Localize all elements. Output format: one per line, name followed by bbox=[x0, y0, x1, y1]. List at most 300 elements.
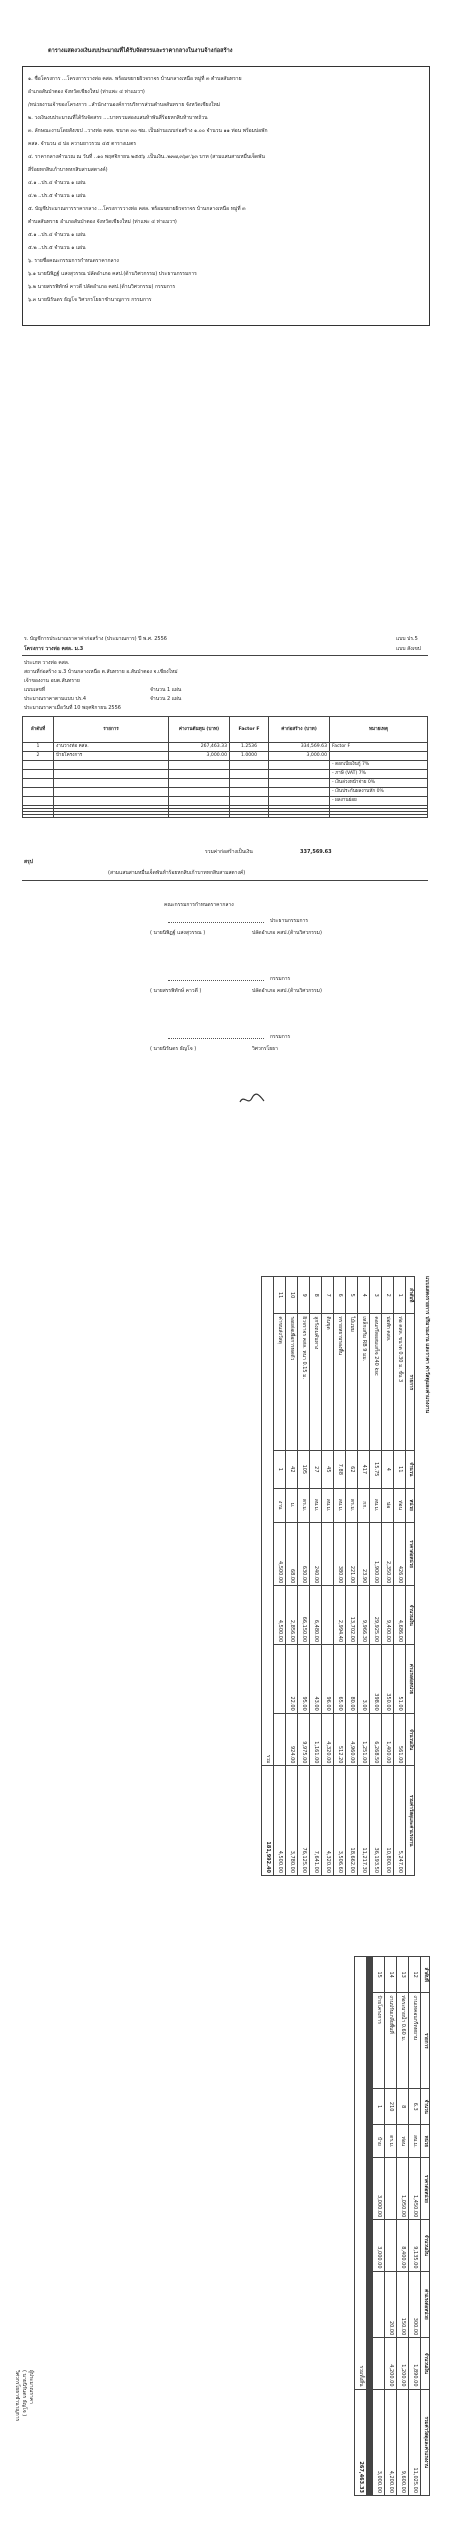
detail-page-2-frame bbox=[40, 1950, 440, 2510]
detail-col: จำนวน bbox=[406, 1451, 415, 1488]
detail-cell: 96.00 bbox=[322, 1645, 334, 1714]
detail-cell: 4,500.00 bbox=[274, 1766, 286, 1876]
bid-cell-empty bbox=[230, 788, 269, 797]
detail-cell-empty bbox=[372, 2338, 373, 2389]
detail-cell: 1 bbox=[394, 1277, 406, 1314]
detail-col: รวมค่าวัสดุและค่าแรงงาน bbox=[421, 2389, 430, 2496]
detail-cell: ลบ.ม. bbox=[310, 1488, 322, 1522]
summary-line: ๖.๓ นายนิรันดร ธัญโจ วิศวกรโยธาชำนาญการ กรรมการ bbox=[28, 297, 152, 303]
detail-cell: 1 bbox=[373, 2089, 385, 2125]
bid-cell-empty bbox=[23, 761, 54, 770]
detail-cell: 1,900.00 bbox=[370, 1522, 382, 1586]
detail-cell: 36,193.50 bbox=[370, 1766, 382, 1876]
bid-row-empty bbox=[23, 815, 428, 818]
detail-cell: 27 bbox=[310, 1451, 322, 1488]
detail-cell: ตร.ม. bbox=[346, 1488, 358, 1522]
detail-cell: 15 bbox=[373, 1957, 385, 1993]
detail-cell: 66,150.00 bbox=[298, 1586, 310, 1645]
detail-cell-empty bbox=[367, 1993, 368, 2089]
detail-cell: 42 bbox=[286, 1451, 298, 1488]
bid-row-empty bbox=[23, 797, 428, 806]
detail-cell: 8 bbox=[310, 1277, 322, 1314]
detail-page-1-content bbox=[261, 1276, 430, 1876]
detail-cell: 45 bbox=[322, 1451, 334, 1488]
detail-col: ลำดับที่ bbox=[406, 1277, 415, 1314]
detail-cell: 10 bbox=[286, 1277, 298, 1314]
detail-row bbox=[334, 1277, 346, 1876]
bid-cell-total: 334,569.63 bbox=[269, 743, 330, 752]
detail-cell: 1 bbox=[274, 1451, 286, 1488]
detail-cell-empty bbox=[370, 2089, 371, 2125]
detail-cell: 6,268.50 bbox=[370, 1713, 382, 1766]
detail-subtotal-label: รวม bbox=[262, 1277, 274, 1766]
bid-cell-empty bbox=[54, 788, 169, 797]
detail-cell-empty bbox=[368, 2338, 369, 2389]
detail-cell bbox=[322, 1522, 334, 1586]
detail-cell: 62 bbox=[346, 1451, 358, 1488]
detail-cell: 924.00 bbox=[286, 1713, 298, 1766]
detail-col: จำนวนเงิน bbox=[421, 2338, 430, 2389]
detail-row bbox=[310, 1277, 322, 1876]
detail-cell-empty bbox=[369, 2389, 370, 2496]
bid-summary-page bbox=[0, 630, 450, 1150]
bid-form-type: แบบ สังเขป bbox=[396, 646, 421, 652]
detail-2-table bbox=[354, 1956, 430, 2496]
detail-cell: 3,780.00 bbox=[286, 1766, 298, 1876]
detail-cell: กก. bbox=[358, 1488, 370, 1522]
detail-cell: 105 bbox=[298, 1451, 310, 1488]
detail-cell: คอนกรีตผสมเสร็จ 240 ksc bbox=[370, 1314, 382, 1451]
detail-cell: 417 bbox=[358, 1451, 370, 1488]
signature-role: ประธานกรรมการ bbox=[270, 918, 309, 924]
detail-total-label: รวมทั้งสิ้น bbox=[355, 1957, 367, 2390]
detail-col: จำนวนเงิน bbox=[421, 2220, 430, 2271]
detail-subtotal-value: 181,992.40 bbox=[262, 1766, 274, 1876]
detail-cell: ท่อน bbox=[394, 1488, 406, 1522]
detail-cell: 561.00 bbox=[394, 1713, 406, 1766]
detail-cell: งาน bbox=[274, 1488, 286, 1522]
detail-cell: 210 bbox=[385, 2089, 397, 2125]
detail-cell: 11,217.30 bbox=[358, 1766, 370, 1876]
bid-form-code: แบบ ปร.5 bbox=[396, 636, 418, 642]
summary-line: ๔. ราคากลางคำนวณ ณ วันที่ ..๑๐ พฤศจิกายน ๒๕๕๖ .เป็นเงิน..๒๓๗,๓๖๙.๖๓ บาท (สามแสนสามหมื่นเจ็ดพัน bbox=[28, 154, 265, 160]
summary-line: ๖. รายชื่อคณะกรรมการกำหนดราคากลาง bbox=[28, 258, 119, 264]
detail-cell: 95.00 bbox=[298, 1645, 310, 1714]
detail-cell-empty bbox=[367, 2338, 368, 2389]
bid-cell-empty bbox=[54, 761, 169, 770]
bid-cell-empty bbox=[269, 797, 330, 806]
detail-cell-empty bbox=[370, 1993, 371, 2089]
bid-cell-empty bbox=[169, 779, 230, 788]
summary-line: ตำบลสันทราย อำเภอสันป่าตอง จังหวัดเชียงใหม่ (ท่าแพะ ๔ ท่าแมวฯ) bbox=[28, 219, 177, 225]
summary-line: ๕. บัญชีประมาณการราคากลาง ...โครงการวางท่อ คสล. พร้อมขยายผิวจราจร บ้านกลางเหนือ หมู่ที่ ๓ bbox=[28, 206, 246, 212]
detail-row bbox=[385, 1957, 397, 2496]
committee-title: คณะกรรมการกำหนดราคากลาง bbox=[164, 902, 234, 908]
detail-cell-empty bbox=[371, 2389, 372, 2496]
summary-line: ๖.๑ นายนิพิฏฐ์ แสงสุวรรณ ปลัดอำเภอ คสป.(ด้านวิศวกรรม) ประธานกรรมการ bbox=[28, 271, 197, 277]
detail-2-signer bbox=[13, 2370, 34, 2421]
bid-col-item: รายการ bbox=[54, 717, 169, 743]
bid-row-empty bbox=[23, 779, 428, 788]
detail-col: ลำดับที่ bbox=[421, 1957, 430, 1993]
detail-cell: 1,050.00 bbox=[397, 2158, 409, 2220]
detail-cell-empty bbox=[367, 2158, 368, 2220]
detail-cell: 76,125.00 bbox=[298, 1766, 310, 1876]
detail-cell: 20.00 bbox=[385, 2271, 397, 2338]
detail-cell-empty bbox=[369, 2338, 370, 2389]
bid-info-3: แบบเลขที่ bbox=[24, 687, 46, 693]
detail-col: รายการ bbox=[406, 1314, 415, 1451]
detail-row-empty bbox=[368, 1957, 369, 2496]
detail-cell-empty bbox=[369, 1957, 370, 1993]
detail-cell-empty bbox=[369, 2089, 370, 2125]
bid-col-factor: Factor F bbox=[230, 717, 269, 743]
detail-cell-empty bbox=[371, 1993, 372, 2089]
summary-line: สี่ร้อยหกสิบเก้าบาทหกสิบสามสตางค์) bbox=[28, 167, 108, 173]
signature-line bbox=[168, 922, 264, 923]
detail-cell-empty bbox=[370, 2389, 371, 2496]
detail-cell: 3,506.60 bbox=[334, 1766, 346, 1876]
detail-col: รวมค่าวัสดุและค่าแรงงาน bbox=[406, 1766, 415, 1876]
bid-cell-empty bbox=[54, 779, 169, 788]
bid-cell-no: 1 bbox=[23, 743, 54, 752]
detail-cell: ตร.ม. bbox=[385, 2125, 397, 2158]
detail-cell: 4,500.00 bbox=[274, 1586, 286, 1645]
detail-cell: 4 bbox=[382, 1451, 394, 1488]
detail-cell: 4,320.00 bbox=[322, 1766, 334, 1876]
bid-cell-empty bbox=[230, 797, 269, 806]
detail-cell-empty bbox=[371, 2125, 372, 2158]
detail-cell: 8 bbox=[397, 2089, 409, 2125]
detail-cell-empty bbox=[371, 2158, 372, 2220]
bid-total-label: รวมค่าก่อสร้างเป็นเงิน bbox=[205, 849, 253, 855]
detail-row bbox=[322, 1277, 334, 1876]
detail-cell: 3,000.00 bbox=[373, 2389, 385, 2496]
signature-name: ( นายสรรพิทักษ์ คาวดี ) bbox=[150, 988, 202, 994]
bid-cell-empty bbox=[54, 815, 169, 818]
detail-cell: 300.00 bbox=[409, 2271, 421, 2338]
detail-cell: 12 bbox=[409, 1957, 421, 1993]
detail-cell: 4,960.00 bbox=[346, 1713, 358, 1766]
detail-cell: 1,161.00 bbox=[310, 1713, 322, 1766]
summary-page bbox=[0, 0, 450, 430]
detail-cell-empty bbox=[367, 2389, 368, 2496]
detail-cell bbox=[385, 2158, 397, 2220]
summary-line: ๒. วงเงินงบประมาณที่ได้รับจัดสรร ....บาทรวมสองแสนห้าพันสี่ร้อยหกสิบห้าบาทถ้วน bbox=[28, 115, 208, 121]
detail-col: ราคาต่อหน่วย bbox=[421, 2158, 430, 2220]
bid-note: - ภาษี (VAT) 7% bbox=[330, 770, 428, 779]
bid-cell-empty bbox=[269, 815, 330, 818]
detail-cell bbox=[274, 1645, 286, 1714]
detail-cell-empty bbox=[367, 2271, 368, 2338]
bid-cell-empty bbox=[23, 779, 54, 788]
detail-cell: 150.00 bbox=[397, 2271, 409, 2338]
detail-subtotal-row bbox=[262, 1277, 274, 1876]
bid-cell-empty bbox=[169, 770, 230, 779]
detail-cell-empty bbox=[372, 2271, 373, 2338]
detail-cell: 4,686.00 bbox=[394, 1586, 406, 1645]
detail-cell: 4,500.00 bbox=[274, 1522, 286, 1586]
bid-header-left: ร. บัญชีการประมาณราคาค่าก่อสร้าง (ประมาณการ) ปี พ.ศ. 2556 bbox=[24, 636, 167, 642]
bid-cell-empty bbox=[230, 779, 269, 788]
detail-cell-empty bbox=[368, 2089, 369, 2125]
detail-cell: 13 bbox=[397, 1957, 409, 1993]
detail-row bbox=[409, 1957, 421, 2496]
detail-cell: 9,975.00 bbox=[298, 1713, 310, 1766]
detail-cell: 9,600.00 bbox=[397, 2389, 409, 2496]
detail-cell: 80.00 bbox=[346, 1645, 358, 1714]
detail-cell: 1,890.00 bbox=[409, 2338, 421, 2389]
bid-info-count-1: จำนวน 2 แผ่น bbox=[150, 696, 182, 702]
bid-rule-bottom bbox=[22, 880, 428, 881]
detail-cell: เหล็กเสริม RB 9 มม. bbox=[358, 1314, 370, 1451]
detail-cell: 2,994.40 bbox=[334, 1586, 346, 1645]
detail-cell: 43.00 bbox=[310, 1645, 322, 1714]
detail-cell: 1,251.00 bbox=[358, 1713, 370, 1766]
signature-line bbox=[168, 1038, 264, 1039]
bid-cell-empty bbox=[23, 788, 54, 797]
detail-cell-empty bbox=[368, 1957, 369, 1993]
bid-info-4: ประมาณราคาตามแบบ ปร.4 bbox=[24, 696, 87, 702]
detail-cell: 6.3 bbox=[409, 2089, 421, 2125]
detail-cell: 3.00 bbox=[358, 1645, 370, 1714]
detail-cell: 65.00 bbox=[334, 1645, 346, 1714]
bid-note: - ผลงานย่อย bbox=[330, 797, 428, 806]
detail-cell-empty bbox=[371, 1957, 372, 1993]
detail-page-2 bbox=[0, 1950, 450, 2510]
bid-cell-item: ป้ายโครงการ bbox=[54, 752, 169, 761]
detail-2-signer-role: ผู้ประมาณราคา bbox=[28, 2370, 34, 2404]
bid-cell-factor: 1.0000 bbox=[230, 752, 269, 761]
bid-cell-empty bbox=[169, 761, 230, 770]
detail-row bbox=[346, 1277, 358, 1876]
bid-cell-empty bbox=[54, 770, 169, 779]
detail-cell: 7,641.00 bbox=[310, 1766, 322, 1876]
bid-cell-factor: 1.2536 bbox=[230, 743, 269, 752]
signature-scribble bbox=[238, 1092, 266, 1106]
detail-cell-empty bbox=[370, 2158, 371, 2220]
detail-cell: 11 bbox=[394, 1451, 406, 1488]
detail-cell: 4,200.00 bbox=[385, 2338, 397, 2389]
detail-cell-empty bbox=[370, 2125, 371, 2158]
detail-2-signer-position: วิศวกรโยธาชำนาญการ bbox=[14, 2370, 20, 2422]
bid-amount-words: (สามแสนสามหมื่นเจ็ดพันห้าร้อยหกสิบเก้าบาทหกสิบสามสตางค์) bbox=[108, 870, 246, 876]
bid-cell-empty bbox=[23, 770, 54, 779]
signature-line bbox=[168, 980, 264, 981]
detail-cell-empty bbox=[370, 2220, 371, 2271]
detail-cell-empty bbox=[371, 2271, 372, 2338]
signature-position: ปลัดอำเภอ คสป.(ด้านวิศวกรรม) bbox=[252, 988, 322, 994]
detail-cell-empty bbox=[369, 1993, 370, 2089]
detail-cell: ท่อระบายน้ำ 0.60 ม. bbox=[397, 1993, 409, 2089]
detail-col: ค่าแรงต่อหน่วย bbox=[421, 2271, 430, 2338]
bid-col-note: หมายเหตุ bbox=[330, 717, 428, 743]
detail-cell: 3,000.00 bbox=[373, 2220, 385, 2271]
detail-page-2-content bbox=[354, 1956, 430, 2496]
bid-col-no: ลำดับที่ bbox=[23, 717, 54, 743]
detail-cell: 18,662.00 bbox=[346, 1766, 358, 1876]
bid-cell-item: งานวางท่อ คสล. bbox=[54, 743, 169, 752]
bid-cell-cost: 3,000.00 bbox=[169, 752, 230, 761]
summary-title: ตารางแสดงวงเงินงบประมาณที่ได้รับจัดสรรและราคากลางในงานจ้างก่อสร้าง bbox=[48, 48, 233, 54]
bid-cell-empty bbox=[269, 788, 330, 797]
detail-cell: ผิวจราจร คสล. หนา 0.15 ม. bbox=[298, 1314, 310, 1451]
detail-col: จำนวน bbox=[421, 2089, 430, 2125]
detail-cell: 7 bbox=[322, 1277, 334, 1314]
bid-cell-cost: 267,463.33 bbox=[169, 743, 230, 752]
detail-cell-empty bbox=[369, 2158, 370, 2220]
detail-cell: 1,450.00 bbox=[409, 2158, 421, 2220]
detail-cell-empty bbox=[368, 2389, 369, 2496]
detail-cell: 22.00 bbox=[286, 1645, 298, 1714]
bid-info-2: เจ้าของงาน อบต.สันทราย bbox=[24, 678, 80, 684]
signature-role: กรรมการ bbox=[270, 976, 291, 982]
detail-cell: ลบ.ม. bbox=[409, 2125, 421, 2158]
detail-row-empty bbox=[371, 1957, 372, 2496]
detail-cell: 14 bbox=[385, 1957, 397, 1993]
detail-col: ราคาต่อหน่วย bbox=[406, 1522, 415, 1586]
detail-cell-empty bbox=[368, 2220, 369, 2271]
detail-cell: 13,702.00 bbox=[346, 1586, 358, 1645]
detail-1-table bbox=[261, 1276, 415, 1876]
detail-cell: 23.90 bbox=[358, 1522, 370, 1586]
bid-rule bbox=[22, 655, 428, 656]
summary-line: ๓. ลักษณะงานโดยสังเขป ..วางท่อ คสล. ขนาด ๓๐ ซม. เป็นผ่านแบบก่อสร้าง ๑.๐๐ จำนวน ๑๑ ท่อน พร้อมบ่อพัก bbox=[28, 128, 268, 134]
detail-cell: 9,966.30 bbox=[358, 1586, 370, 1645]
detail-cell: ลบ.ม. bbox=[322, 1488, 334, 1522]
bid-cell-empty bbox=[54, 797, 169, 806]
detail-cell: 3,000.00 bbox=[373, 2158, 385, 2220]
signature-role: กรรมการ bbox=[270, 1034, 291, 1040]
summary-line: อำเภอสันป่าตอง จังหวัดเชียงใหม่ (ท่าแพะ ๔ ท่าแมวฯ) bbox=[28, 89, 145, 95]
detail-cell bbox=[373, 2271, 385, 2338]
detail-cell: 9,400.00 bbox=[382, 1586, 394, 1645]
detail-cell-empty bbox=[368, 2158, 369, 2220]
signature-position: ปลัดอำเภอ คสป.(ด้านวิศวกรรม) bbox=[252, 930, 322, 936]
detail-cell: 3 bbox=[370, 1277, 382, 1314]
detail-cell: 29,925.00 bbox=[370, 1586, 382, 1645]
detail-cell: 426.00 bbox=[394, 1522, 406, 1586]
summary-line: ๑. ชื่อโครงการ ...โครงการวางท่อ คสล. พร้อมขยายผิวจราจร บ้านกลางเหนือ หมู่ที่ ๓ ตำบลสันทราย bbox=[28, 76, 242, 82]
detail-cell: 2 bbox=[382, 1277, 394, 1314]
detail-row bbox=[298, 1277, 310, 1876]
detail-row bbox=[286, 1277, 298, 1876]
summary-line: ๔.๑ ..ปร.๔ จำนวน ๑ แผ่น bbox=[28, 180, 86, 186]
detail-row-empty bbox=[370, 1957, 371, 2496]
detail-cell bbox=[274, 1713, 286, 1766]
bid-cell-note bbox=[330, 752, 428, 761]
bid-cell-total: 3,000.00 bbox=[269, 752, 330, 761]
detail-row bbox=[397, 1957, 409, 2496]
detail-cell: 8,400.00 bbox=[397, 2220, 409, 2271]
detail-2-signer-name: ( นายนิรันดร ธัญโจ ) bbox=[21, 2370, 27, 2417]
bid-cell-empty bbox=[169, 788, 230, 797]
detail-cell: 1,400.00 bbox=[382, 1713, 394, 1766]
detail-row bbox=[382, 1277, 394, 1876]
detail-cell-empty bbox=[367, 2125, 368, 2158]
detail-col: รายการ bbox=[421, 1993, 430, 2089]
detail-row-empty bbox=[369, 1957, 370, 2496]
detail-cell: ตร.ม. bbox=[298, 1488, 310, 1522]
bid-project: โครงการ วางท่อ คสล. ม.3 bbox=[24, 646, 84, 652]
summary-line: คสล. จำนวน ๔ บ่อ ความยาวรวม ๔๕ ตารางเมตร bbox=[28, 141, 137, 147]
bid-table bbox=[22, 716, 428, 818]
detail-cell-empty bbox=[369, 2125, 370, 2158]
detail-cell-empty bbox=[370, 2271, 371, 2338]
detail-col: จำนวนเงิน bbox=[406, 1586, 415, 1645]
bid-row-empty bbox=[23, 761, 428, 770]
detail-cell: 4,320.00 bbox=[322, 1713, 334, 1766]
detail-cell: 6 bbox=[334, 1277, 346, 1314]
detail-cell: งานเทคอนกรีตหยาบ bbox=[409, 1993, 421, 2089]
detail-cell-empty bbox=[367, 2220, 368, 2271]
detail-cell: รอยต่อเพื่อการหดตัว bbox=[286, 1314, 298, 1451]
detail-2-signer-frame bbox=[0, 2370, 40, 2500]
detail-row bbox=[358, 1277, 370, 1876]
detail-cell: 4 bbox=[358, 1277, 370, 1314]
bid-cell-empty bbox=[269, 770, 330, 779]
detail-cell: 512.20 bbox=[334, 1713, 346, 1766]
detail-cell: 398.00 bbox=[370, 1645, 382, 1714]
detail-cell: 10,800.00 bbox=[382, 1766, 394, 1876]
summary-line: /หน่วยงานเจ้าของโครงการ ..สำนักงานองค์การบริหารส่วนตำบลสันทราย จังหวัดเชียงใหม่ bbox=[28, 102, 221, 108]
bid-cell-empty bbox=[330, 815, 428, 818]
detail-cell: ม. bbox=[286, 1488, 298, 1522]
detail-cell: 5 bbox=[346, 1277, 358, 1314]
detail-cell-empty bbox=[370, 2338, 371, 2389]
detail-cell: ลูกรังถมคันทาง bbox=[310, 1314, 322, 1451]
bid-note: - ดอกเบี้ยเงินกู้ 7% bbox=[330, 761, 428, 770]
summary-line: ๔.๒ ..ปร.๕ จำนวน ๑ แผ่น bbox=[28, 193, 86, 199]
detail-total-row bbox=[355, 1957, 367, 2496]
bid-cell-empty bbox=[230, 815, 269, 818]
detail-cell: 221.00 bbox=[346, 1522, 358, 1586]
bid-rows bbox=[23, 743, 428, 818]
detail-1-title: แบบแสดงรายการ ปริมาณงาน และราคา ค่าวัสดุและค่าแรงงาน bbox=[424, 1276, 430, 1413]
detail-cell: 4,200.00 bbox=[385, 2389, 397, 2496]
bid-cell-empty bbox=[269, 779, 330, 788]
bid-cell-empty bbox=[169, 797, 230, 806]
detail-cell: 11 bbox=[274, 1277, 286, 1314]
summary-line: ๖.๒ นายสรรพิทักษ์ คาวดี ปลัดอำเภอ คสป.(ด้านวิศวกรรม) กรรมการ bbox=[28, 284, 176, 290]
summary-line: ๕.๑ ..ปร.๔ จำนวน ๑ แผ่น bbox=[28, 232, 86, 238]
detail-cell-empty bbox=[370, 1957, 371, 1993]
detail-cell: บ่อ bbox=[382, 1488, 394, 1522]
signature-position: วิศวกรโยธา bbox=[252, 1046, 278, 1052]
detail-row-empty bbox=[367, 1957, 368, 2496]
detail-cell-empty bbox=[367, 1957, 368, 1993]
detail-page-1-frame bbox=[40, 1270, 440, 1890]
signature-name: ( นายนิรันดร ธัญโจ ) bbox=[150, 1046, 197, 1052]
detail-cell: 11,025.00 bbox=[409, 2389, 421, 2496]
detail-cell: 630.00 bbox=[298, 1522, 310, 1586]
detail-cell: ทรายหยาบรองพื้น bbox=[334, 1314, 346, 1451]
bid-row-empty bbox=[23, 788, 428, 797]
bid-col-total: ค่าก่อสร้าง (บาท) bbox=[269, 717, 330, 743]
detail-row bbox=[394, 1277, 406, 1876]
detail-cell: ท่อ คสล. ขนาด 0.30 ม. ชั้น 3 bbox=[394, 1314, 406, 1451]
signature-name: ( นายนิพิฏฐ์ แสงสุวรรณ ) bbox=[150, 930, 206, 936]
detail-col: หน่วย bbox=[421, 2125, 430, 2158]
detail-cell: 51.00 bbox=[394, 1645, 406, 1714]
detail-cell: 68.00 bbox=[286, 1522, 298, 1586]
detail-cell: 1,200.00 bbox=[397, 2338, 409, 2389]
bid-info-count-0: จำนวน 1 แผ่น bbox=[150, 687, 182, 693]
detail-cell: 6,480.00 bbox=[310, 1586, 322, 1645]
detail-cell: 15.75 bbox=[370, 1451, 382, 1488]
detail-col: จำนวนเงิน bbox=[406, 1713, 415, 1766]
detail-total-value: 267,463.33 bbox=[355, 2389, 367, 2496]
